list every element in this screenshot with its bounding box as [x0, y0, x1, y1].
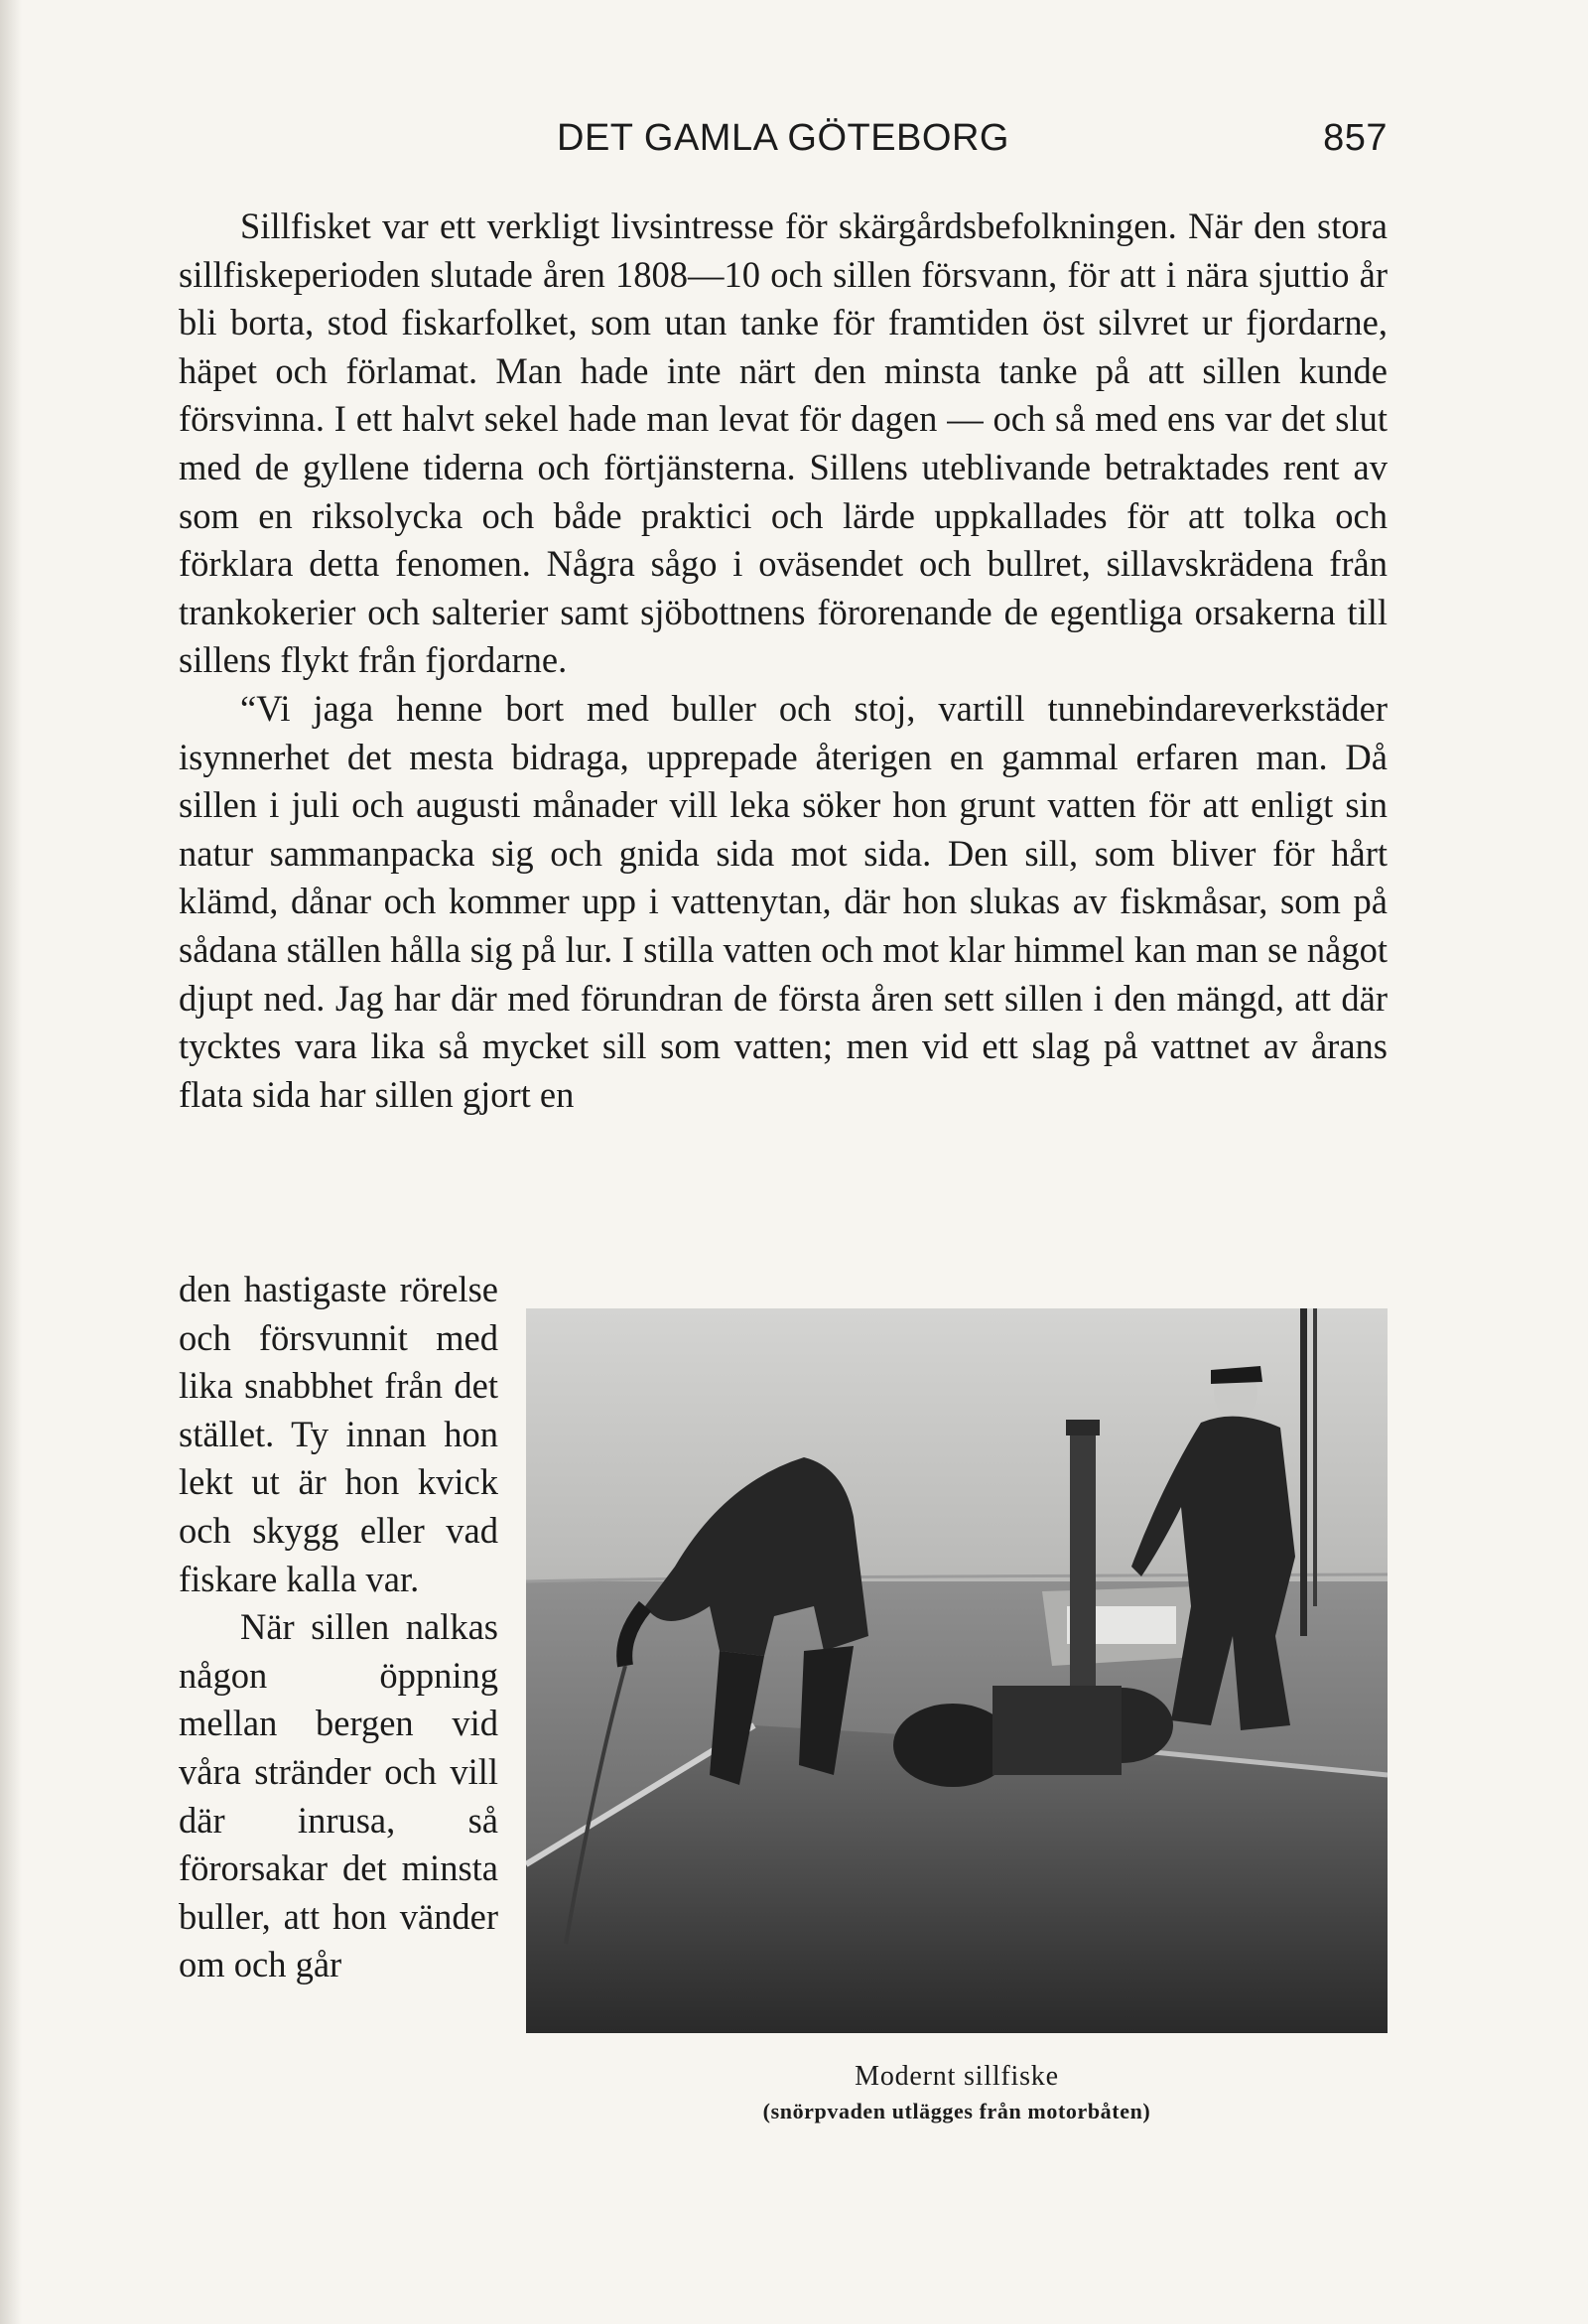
paragraph-nalkas: När sillen nalkas någon öppning mellan bergen vid våra stränder och vill där inrusa, så förorsakar det minsta buller, att hon vänder om och går [179, 1606, 498, 1985]
running-header [179, 117, 1388, 173]
caption-subtitle: (snörpvaden utlägges från motorbåten) [762, 2099, 1151, 2123]
figure-caption [526, 2061, 1388, 2124]
mast-pole [1300, 1308, 1307, 1636]
wrapped-text-column [179, 1266, 498, 1989]
page-number: 857 [1323, 117, 1388, 159]
main-text-block [179, 203, 1388, 1119]
caption-title: Modernt sillfiske [855, 2061, 1059, 2092]
figure [526, 1308, 1388, 2124]
fishing-photo-illustration [526, 1308, 1388, 2033]
paragraph-quote: “Vi jaga henne bort med buller och stoj, vartill tunnebindareverkstäder isynnerhet det mesta bidraga, upprepade återigen en gammal erfaren man. Då sillen i juli och augusti månader vill leka söker hon grunt vatten för att enligt sin natur sammanpacka sig och gnida sida mot sida. Den sill, som bliver för hårt klämd, dånar och kommer upp i vattenytan, där hon slukas av fiskmåsar, som på sådana ställen hålla sig på lur. I stilla vatten och mot klar himmel kan man se något djupt ned. Jag har där med förundran de första åren sett sillen i den mängd, att där tycktes vara lika så mycket sill som vatten; men vid ett slag på vattnet av årans flata sida har sillen gjort en [179, 687, 1388, 1115]
paragraph-sillfisket: Sillfisket var ett verkligt livsintresse för skärgårdsbefolkningen. När den stora sillfiskeperioden slutade åren 1808—10 och sillen försvann, för att i nära sjuttio år bli borta, stod fiskarfolket, som utan tanke för framtiden öst silvret ur fjordarne, häpet och förlamat. Man hade inte närt den minsta tanke på att sillen kunde försvinna. I ett halvt sekel hade man levat för dagen — och så med ens var det slut med de gyllene tiderna och förtjänsterna. Sillens uteblivande betraktades rent av som en riksolycka och både praktici och lärde uppkallades för att tolka och förklara detta fenomen. Några sågo i oväsendet och bullret, sillavskrädena från trankokerier och salterier samt sjöbottnens förorenande de egentliga orsakerna till sillens flykt från fjordarne. [179, 205, 1388, 681]
paragraph-wrap-continuation: den hastigaste rörelse och försvunnit med lika snabbhet från det stället. Ty innan hon lekt ut är hon kvick och skygg eller vad fiskare kalla var. [179, 1269, 498, 1599]
exhaust-pipe [1070, 1423, 1096, 1720]
fishing-photo [526, 1308, 1388, 2033]
running-title: DET GAMLA GÖTEBORG [557, 117, 1009, 159]
scan-edge [0, 0, 22, 2324]
